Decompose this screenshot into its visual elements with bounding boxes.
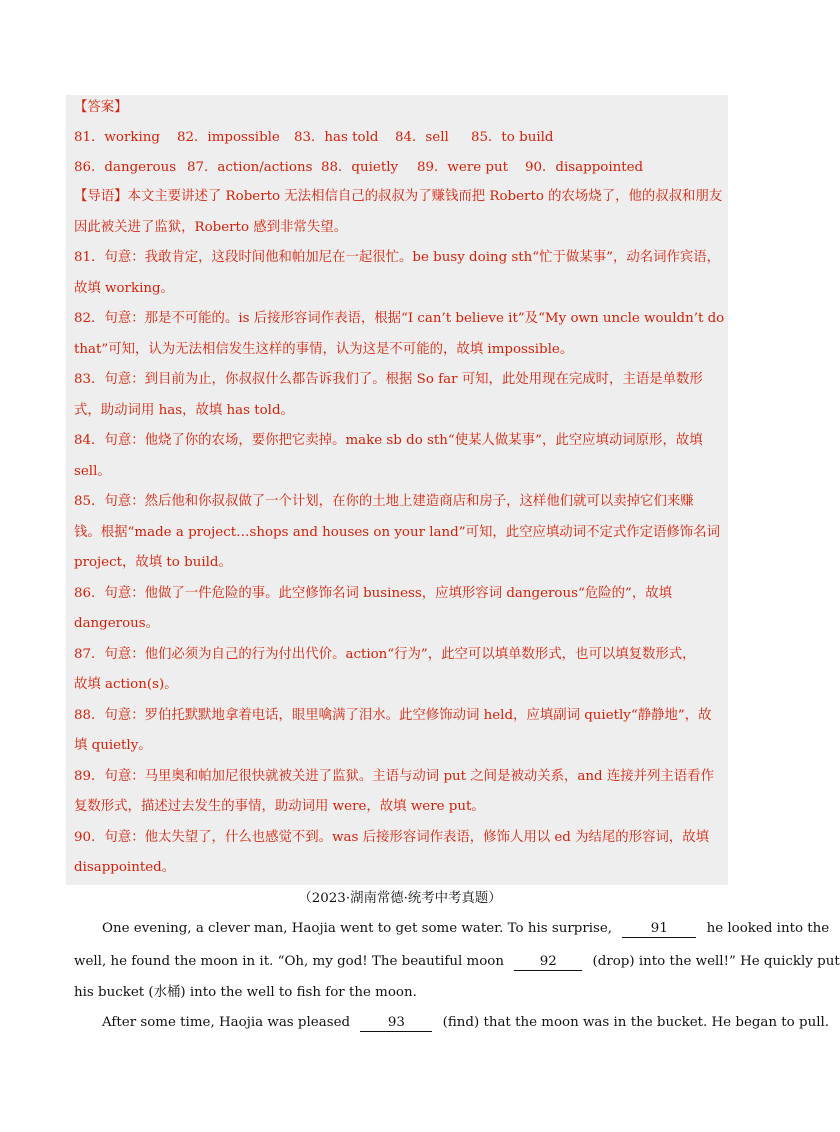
explain-81-a: 81．句意：我敢肯定，这段时间他和帕加尼在一起很忙。be busy doing sth“忙于做某事”，动名词作宾语， xyxy=(74,250,721,265)
explain-83-a: 83．句意：到目前为止，你叔叔什么都告诉我们了。根据 So far 可知，此处用现在完成时，主语是单数形 xyxy=(74,372,703,387)
answer-88: 88．quietly xyxy=(321,160,399,175)
blank-91: 91 xyxy=(622,921,696,938)
guide-line-1: 【导语】本文主要讲述了 Roberto 无法相信自己的叔叔为了赚钱而把 Roberto 的农场烧了，他的叔叔和朋友 xyxy=(74,189,723,204)
explain-85-b: 钱。根据“made a project…shops and houses on your land”可知，此空应填动词不定式作定语修饰名词 xyxy=(74,525,720,540)
explain-90-a: 90．句意：他太失望了，什么也感觉不到。was 后接形容词作表语，修饰人用以 ed 为结尾的形容词，故填 xyxy=(74,830,710,845)
explain-90-b: disappointed。 xyxy=(74,860,176,875)
passage-text: (find) that the moon was in the bucket. He began to pull. xyxy=(442,1015,830,1030)
answer-85: 85．to build xyxy=(471,130,554,145)
blank-92: 92 xyxy=(514,954,582,971)
passage-text: well, he found the moon in it. “Oh, my god! The beautiful moon xyxy=(74,954,504,969)
passage-line-3: his bucket (水桶) into the well to fish for the moon. xyxy=(74,985,417,1000)
explain-83-b: 式，助动词用 has，故填 has told。 xyxy=(74,403,294,418)
explain-85-a: 85．句意：然后他和你叔叔做了一个计划，在你的土地上建造商店和房子，这样他们就可以卖掉它们来赚 xyxy=(74,494,694,509)
explain-87-a: 87．句意：他们必须为自己的行为付出代价。action“行为”，此空可以填单数形式，也可以填复数形式， xyxy=(74,647,696,662)
passage-text: After some time, Haojia was pleased xyxy=(102,1015,351,1030)
answer-title: 【答案】 xyxy=(74,100,128,115)
passage-line-2 xyxy=(74,952,840,972)
explain-88-b: 填 quietly。 xyxy=(74,738,152,753)
passage-text: he looked into the xyxy=(706,921,830,936)
passage-text: (drop) into the well!” He quickly put xyxy=(592,954,840,969)
blank-93: 93 xyxy=(360,1015,432,1032)
answer-81: 81．working xyxy=(74,130,160,145)
source-citation: （2023·湖南常德·统考中考真题） xyxy=(298,891,502,906)
answer-87: 87．action/actions xyxy=(187,160,313,175)
explain-89-b: 复数形式，描述过去发生的事情，助动词用 were，故填 were put。 xyxy=(74,799,485,814)
explain-86-b: dangerous。 xyxy=(74,616,160,631)
passage-text: One evening, a clever man, Haojia went to get some water. To his surprise, xyxy=(102,921,613,936)
passage-line-4 xyxy=(102,1013,829,1033)
explain-89-a: 89．句意：马里奥和帕加尼很快就被关进了监狱。主语与动词 put 之间是被动关系，and 连接并列主语看作 xyxy=(74,769,714,784)
passage-line-1 xyxy=(102,919,829,939)
explain-88-a: 88．句意：罗伯托默默地拿着电话，眼里噙满了泪水。此空修饰动词 held，应填副词 quietly“静静地”，故 xyxy=(74,708,712,723)
answer-84: 84．sell xyxy=(395,130,449,145)
explain-87-b: 故填 action(s)。 xyxy=(74,677,178,692)
answer-86: 86．dangerous xyxy=(74,160,177,175)
explain-86-a: 86．句意：他做了一件危险的事。此空修饰名词 business，应填形容词 dangerous“危险的”，故填 xyxy=(74,586,673,601)
guide-line-2: 因此被关进了监狱，Roberto 感到非常失望。 xyxy=(74,220,347,235)
answer-83: 83．has told xyxy=(294,130,379,145)
explain-84-b: sell。 xyxy=(74,464,111,479)
explain-84-a: 84．句意：他烧了你的农场，要你把它卖掉。make sb do sth“使某人做某事”，此空应填动词原形，故填 xyxy=(74,433,703,448)
answer-89: 89．were put xyxy=(417,160,508,175)
answer-90: 90．disappointed xyxy=(525,160,644,175)
explain-81-b: 故填 working。 xyxy=(74,281,174,296)
answer-82: 82．impossible xyxy=(177,130,280,145)
explain-82-a: 82．句意：那是不可能的。is 后接形容词作表语，根据“I can’t believe it”及“My own uncle wouldn’t do xyxy=(74,311,725,326)
explain-85-c: project，故填 to build。 xyxy=(74,555,232,570)
explain-82-b: that”可知，认为无法相信发生这样的事情，认为这是不可能的，故填 impossible。 xyxy=(74,342,574,357)
